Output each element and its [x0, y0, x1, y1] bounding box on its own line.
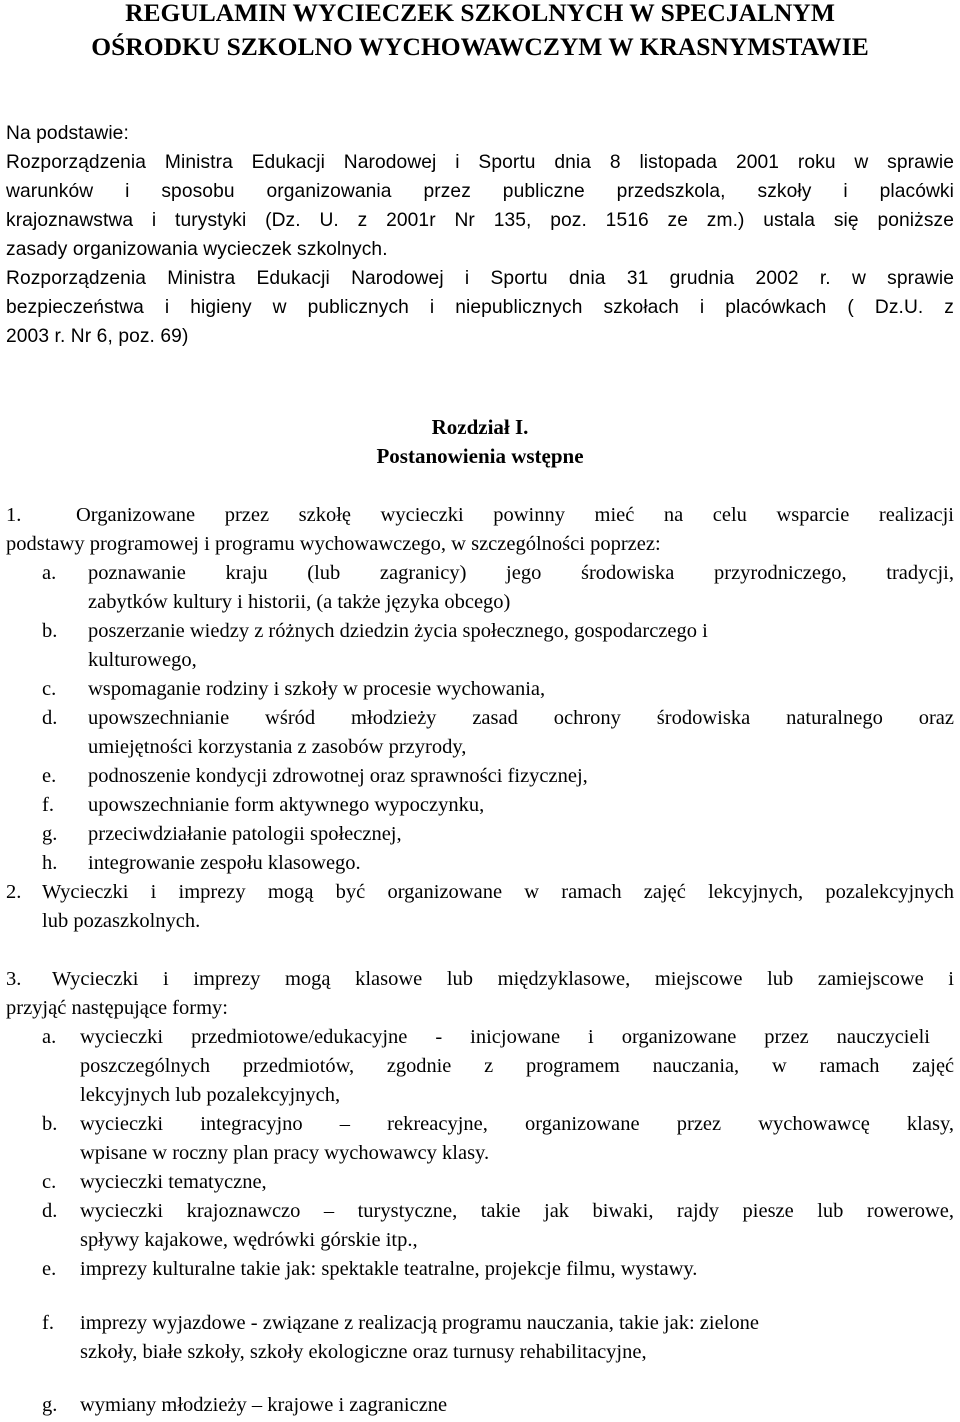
section-3-item-g-label: g.: [42, 1394, 58, 1416]
section-1-intro-line-2: podstawy programowej i programu wychowawczego, w szczególności poprzez:: [6, 533, 661, 555]
section-3-item-b-label: b.: [42, 1113, 58, 1135]
chapter-number: Rozdział I.: [431, 415, 529, 439]
section-1-item-e-label: e.: [42, 765, 57, 787]
section-3-number: 3.: [6, 968, 22, 990]
section-1-item-b-line-2: kulturowego,: [88, 649, 197, 671]
section-3-item-d-label: d.: [42, 1200, 58, 1222]
section-1-item-g-line-1: przeciwdziałanie patologii społecznej,: [88, 823, 402, 845]
regulation-2-line-3: 2003 r. Nr 6, poz. 69): [6, 326, 189, 347]
section-3-item-a-line-3: lekcyjnych lub pozalekcyjnych,: [80, 1084, 341, 1106]
regulation-1-line-3: krajoznawstwa i turystyki (Dz. U. z 2001r Nr 135, poz. 1516 ze zm.) ustala się poniższe: [6, 210, 954, 231]
section-1-number: 1.: [6, 504, 22, 526]
section-3-item-f-line-1: imprezy wyjazdowe - związane z realizacją programu nauczania, takie jak: zielone: [80, 1312, 759, 1334]
section-3-item-a-line-1: wycieczki przedmiotowe/edukacyjne - inicjowane i organizowane przez nauczycieli: [80, 1026, 930, 1048]
section-2-line-2: lub pozaszkolnych.: [42, 910, 201, 932]
section-1-item-e-line-1: podnoszenie kondycji zdrowotnej oraz sprawności fizycznej,: [88, 765, 588, 787]
section-1-item-a-line-1: poznawanie kraju (lub zagranicy) jego środowiska przyrodniczego, tradycji,: [88, 562, 954, 584]
section-3-item-c-label: c.: [42, 1171, 57, 1193]
regulation-2-line-2: bezpieczeństwa i higieny w publicznych i niepublicznych szkołach i placówkach ( Dz.U. z: [6, 297, 954, 318]
section-3-item-f-label: f.: [42, 1312, 54, 1334]
section-1-item-b-line-1: poszerzanie wiedzy z różnych dziedzin życia społecznego, gospodarczego i: [88, 620, 708, 642]
basis-heading: Na podstawie:: [6, 123, 129, 144]
section-1-item-d-line-1: upowszechnianie wśród młodzieży zasad ochrony środowiska naturalnego oraz: [88, 707, 954, 729]
section-1-item-a-label: a.: [42, 562, 57, 584]
section-3-item-e-line-1: imprezy kulturalne takie jak: spektakle teatralne, projekcje filmu, wystawy.: [80, 1258, 698, 1280]
section-3-item-f-line-2: szkoły, białe szkoły, szkoły ekologiczne oraz turnusy rehabilitacyjne,: [80, 1341, 647, 1363]
regulation-2-line-1: Rozporządzenia Ministra Edukacji Narodowej i Sportu dnia 31 grudnia 2002 r. w sprawie: [6, 268, 954, 289]
regulation-1-line-1: Rozporządzenia Ministra Edukacji Narodowej i Sportu dnia 8 listopada 2001 roku w sprawie: [6, 152, 954, 173]
section-3-item-a-line-2: poszczególnych przedmiotów, zgodnie z programem nauczania, w ramach zajęć: [80, 1055, 955, 1077]
section-3-item-g-line-1: wymiany młodzieży – krajowe i zagraniczne: [80, 1394, 448, 1416]
section-1-intro-line-1: Organizowane przez szkołę wycieczki powinny mieć na celu wsparcie realizacji: [76, 504, 954, 526]
section-1-item-c-label: c.: [42, 678, 57, 700]
section-1-item-f-line-1: upowszechnianie form aktywnego wypoczynku,: [88, 794, 485, 816]
section-1-item-f-label: f.: [42, 794, 54, 816]
section-3-line-2: przyjąć następujące formy:: [6, 997, 228, 1019]
section-1-item-h-line-1: integrowanie zespołu klasowego.: [88, 852, 361, 874]
section-2-line-1: Wycieczki i imprezy mogą być organizowane w ramach zajęć lekcyjnych, pozalekcyjnych: [42, 881, 954, 903]
regulation-1-line-4: zasady organizowania wycieczek szkolnych.: [6, 239, 388, 260]
chapter-name: Postanowienia wstępne: [376, 444, 584, 468]
document-title-line-2: OŚRODKU SZKOLNO WYCHOWAWCZYM W KRASNYMSTAWIE: [91, 32, 869, 61]
section-1-item-d-line-2: umiejętności korzystania z zasobów przyrody,: [88, 736, 467, 758]
section-3-item-e-label: e.: [42, 1258, 57, 1280]
section-3-item-d-line-2: spływy kajakowe, wędrówki górskie itp.,: [80, 1229, 418, 1251]
section-1-item-g-label: g.: [42, 823, 58, 845]
section-3-item-b-line-1: wycieczki integracyjno – rekreacyjne, organizowane przez wychowawcę klasy,: [80, 1113, 954, 1135]
section-1-item-b-label: b.: [42, 620, 58, 642]
section-2-number: 2.: [6, 881, 22, 903]
section-3-item-d-line-1: wycieczki krajoznawczo – turystyczne, takie jak biwaki, rajdy piesze lub rowerowe,: [80, 1200, 954, 1222]
section-1-item-h-label: h.: [42, 852, 58, 874]
section-3-line-1: Wycieczki i imprezy mogą klasowe lub międzyklasowe, miejscowe lub zamiejscowe i: [52, 968, 954, 990]
section-1-item-a-line-2: zabytków kultury i historii, (a także języka obcego): [88, 591, 511, 613]
regulation-1-line-2: warunków i sposobu organizowania przez publiczne przedszkola, szkoły i placówki: [6, 181, 954, 202]
section-1-item-d-label: d.: [42, 707, 58, 729]
section-1-item-c-line-1: wspomaganie rodziny i szkoły w procesie wychowania,: [88, 678, 546, 700]
section-3-item-b-line-2: wpisane w roczny plan pracy wychowawcy klasy.: [80, 1142, 490, 1164]
section-3-item-a-label: a.: [42, 1026, 57, 1048]
document-title-line-1: REGULAMIN WYCIECZEK SZKOLNYCH W SPECJALNYM: [125, 0, 835, 27]
section-3-item-c-line-1: wycieczki tematyczne,: [80, 1171, 267, 1193]
